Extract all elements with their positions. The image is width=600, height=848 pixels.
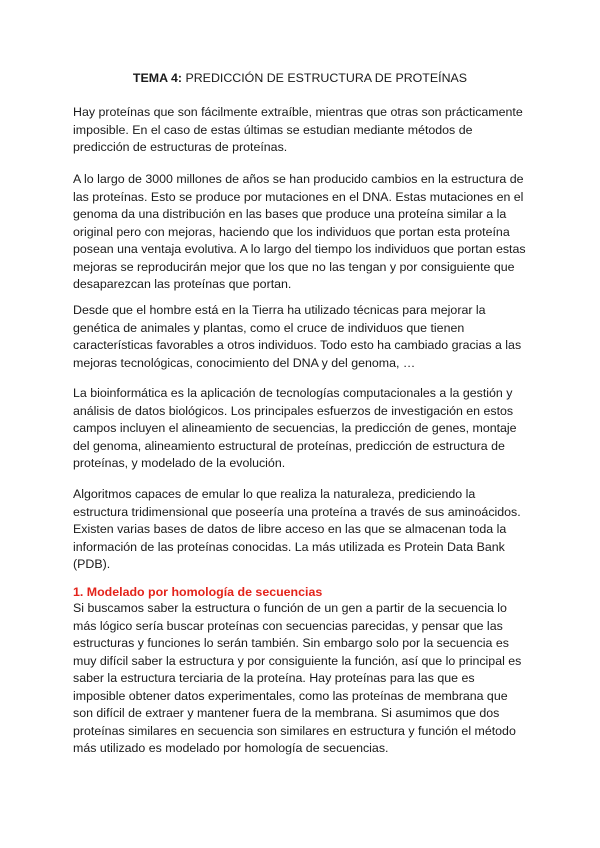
paragraph-bioinformatics: La bioinformática es la aplicación de tecnologías computacionales a la gestión y análisis de datos biológicos. Los principales esfuerzos de investigación en estos campos incluyen el alineamiento de secuencias, la predicción de genes, montaje del genoma, alineamiento estructural de proteínas, predicción de estructura de proteínas, y modelado de la evolución. — [73, 386, 517, 470]
paragraph-algorithms-block — [73, 486, 528, 574]
document-title — [0, 70, 600, 86]
paragraph-evolution: A lo largo de 3000 millones de años se han producido cambios en la estructura de las proteínas. Esto se produce por mutaciones en el DNA. Estas mutaciones en el genoma da una distribución en las bases que produce una proteína similar a la original pero con mejoras, haciendo que los individuos que portan esta proteína posean una ventaja evolutiva. A lo largo del tiempo los individuos que portan estas mejoras se reproducirán mejor que los que no las tengan y por consiguiente que desaparezcan las proteínas que portan. — [73, 172, 526, 291]
section-heading: 1. Modelado por homología de secuencias — [73, 585, 323, 599]
paragraph-algorithms: Algoritmos capaces de emular lo que realiza la naturaleza, prediciendo la estructura tridimensional que poseería una proteína a través de sus aminoácidos. — [73, 487, 521, 519]
paragraph-intro: Hay proteínas que son fácilmente extraíble, mientras que otras son prácticamente imposible. En el caso de estas últimas se estudian mediante métodos de predicción de estructuras de proteínas. — [73, 105, 523, 154]
paragraph-genetics: Desde que el hombre está en la Tierra ha utilizado técnicas para mejorar la genética de animales y plantas, como el cruce de individuos que tienen características favorables a otros individuos. Todo esto ha cambiado gracias a las mejoras tecnológicas, conocimiento del DNA y del genoma, … — [73, 303, 522, 370]
title-prefix: TEMA 4: — [132, 71, 183, 85]
paragraph-homology: Si buscamos saber la estructura o función de un gen a partir de la secuencia lo más lógico sería buscar proteínas con secuencias parecidas, y pensar que las estructuras y funciones lo serán también. Sin embargo solo por la secuencia es muy difícil saber la estructura y por consiguiente la función, así que lo principal es saber la estructura terciaria de la proteína. Hay proteínas para las que es imposible obtener datos experimentales, como las proteínas de membrana que son difícil de extraer y mantener fuera de la membrana. Si asumimos que dos proteínas similares en secuencia son similares en estructura y función el método más utilizado es modelado por homología de secuencias. — [73, 601, 522, 755]
title-text: PREDICCIÓN DE ESTRUCTURA DE PROTEÍNAS — [182, 71, 468, 85]
paragraph-databases: Existen varias bases de datos de libre acceso en las que se almacenan toda la información de las proteínas conocidas. La más utilizada es Protein Data Bank (PDB). — [73, 522, 507, 571]
